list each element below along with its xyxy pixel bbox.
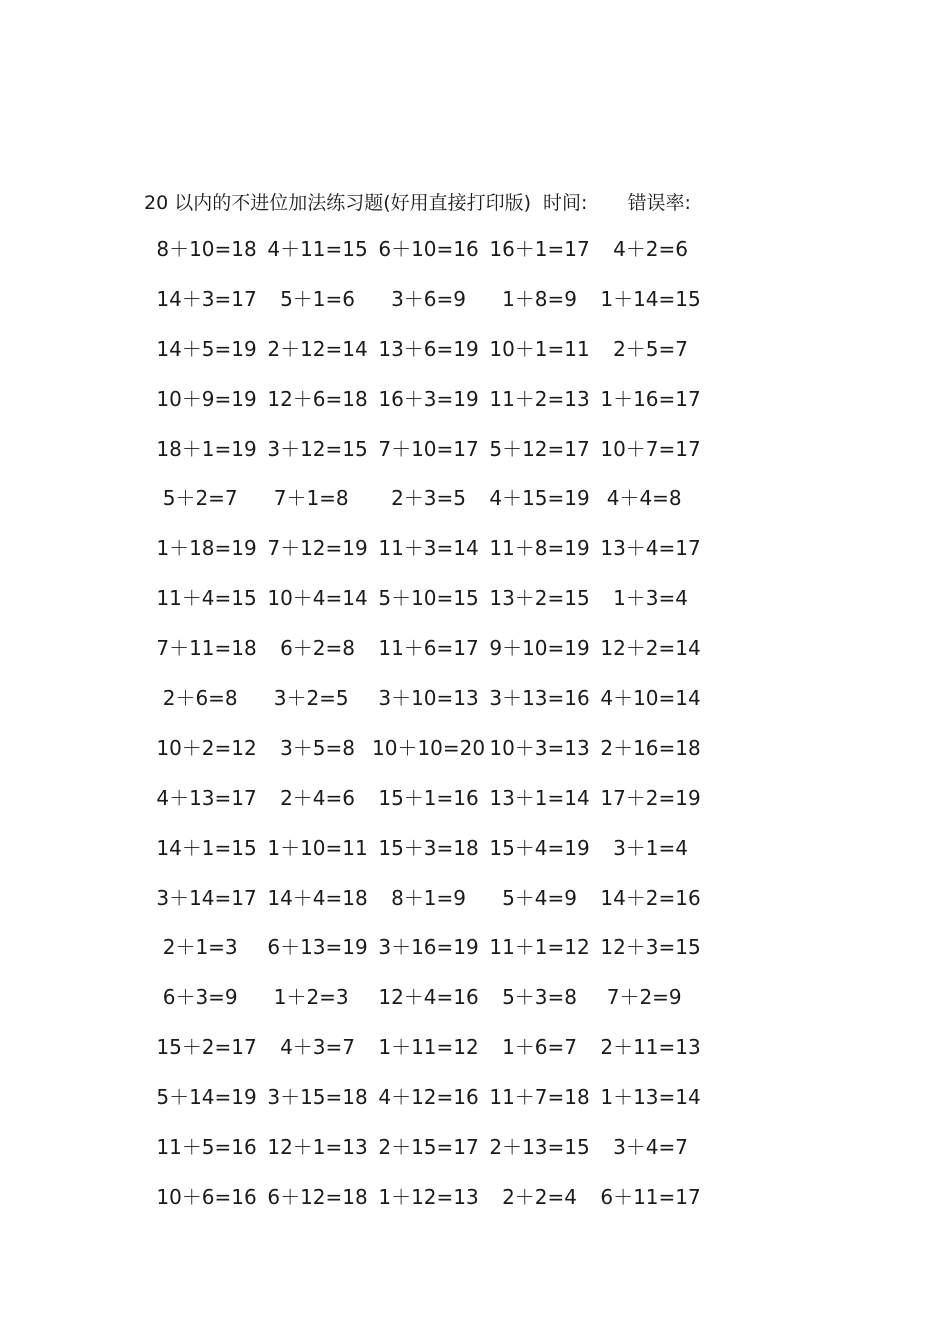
problem-row [150,835,710,885]
addition-problem: 5＋4=9 [483,885,578,910]
addition-problem: 11＋4=15 [150,586,257,611]
addition-problem: 11＋6=17 [372,636,479,661]
addition-problem: 2＋4=6 [261,785,356,810]
addition-problem: 6＋3=9 [150,985,238,1010]
error-rate-label: 错误率: [627,191,691,214]
addition-problem: 3＋12=15 [261,436,368,461]
addition-problem: 14＋1=15 [150,835,257,860]
addition-problem: 14＋4=18 [261,885,368,910]
addition-problem: 7＋2=9 [594,985,682,1010]
addition-problem: 4＋12=16 [372,1085,479,1110]
addition-problem: 10＋7=17 [594,436,701,461]
addition-problem: 9＋10=19 [483,636,590,661]
addition-problem: 7＋10=17 [372,436,479,461]
addition-problem: 2＋13=15 [483,1135,590,1160]
problem-row [150,984,710,1034]
addition-problem: 15＋1=16 [372,785,479,810]
addition-problem: 12＋2=14 [594,636,701,661]
addition-problem: 13＋2=15 [483,586,590,611]
addition-problem: 1＋2=3 [261,985,349,1010]
addition-problem: 7＋1=8 [261,486,349,511]
addition-problem: 6＋11=17 [594,1184,701,1209]
addition-problem: 16＋3=19 [372,386,479,411]
addition-problem: 14＋3=17 [150,286,257,311]
addition-problem: 2＋11=13 [594,1035,701,1060]
addition-problem: 5＋3=8 [483,985,578,1010]
addition-problem: 3＋15=18 [261,1085,368,1110]
addition-problem: 4＋2=6 [594,237,689,261]
addition-problem: 2＋15=17 [372,1135,479,1160]
problem-row [150,735,710,785]
addition-problem: 1＋10=11 [261,835,368,860]
addition-problem: 1＋8=9 [483,286,578,311]
addition-problem: 3＋13=16 [483,686,590,711]
addition-problem: 12＋3=15 [594,935,701,960]
addition-problem: 3＋16=19 [372,935,479,960]
addition-problem: 2＋16=18 [594,735,701,760]
addition-problem: 8＋1=9 [372,885,467,910]
addition-problem: 10＋10=20 [372,735,486,760]
addition-problem: 12＋4=16 [372,985,479,1010]
addition-problem: 10＋3=13 [483,735,590,760]
problem-row [150,585,710,635]
problem-row [150,386,710,436]
addition-problem: 11＋7=18 [483,1085,590,1110]
addition-problem: 17＋2=19 [594,785,701,810]
problem-grid [150,236,710,1234]
addition-problem: 7＋11=18 [150,636,257,661]
addition-problem: 3＋1=4 [594,835,689,860]
addition-problem: 15＋2=17 [150,1035,257,1060]
worksheet-title: 20 以内的不进位加法练习题(好用直接打印版) [144,191,532,214]
addition-problem: 15＋3=18 [372,835,479,860]
addition-problem: 1＋12=13 [372,1184,479,1209]
problem-row [150,1184,710,1234]
addition-problem: 6＋13=19 [261,935,368,960]
addition-problem: 6＋10=16 [372,237,479,261]
problem-row [150,1034,710,1084]
problem-row [150,286,710,336]
addition-problem: 5＋14=19 [150,1085,257,1110]
problem-row [150,1084,710,1134]
addition-problem: 6＋2=8 [261,636,356,661]
addition-problem: 11＋5=16 [150,1135,257,1160]
addition-problem: 3＋14=17 [150,885,257,910]
addition-problem: 1＋11=12 [372,1035,479,1060]
addition-problem: 3＋10=13 [372,686,479,711]
addition-problem: 2＋2=4 [483,1184,578,1209]
worksheet-header [144,186,691,216]
problem-row [150,785,710,835]
addition-problem: 10＋2=12 [150,735,257,760]
addition-problem: 14＋2=16 [594,885,701,910]
addition-problem: 1＋3=4 [594,586,689,611]
addition-problem: 4＋4=8 [594,486,682,511]
addition-problem: 5＋12=17 [483,436,590,461]
addition-problem: 4＋13=17 [150,785,257,810]
addition-problem: 10＋6=16 [150,1184,257,1209]
addition-problem: 1＋18=19 [150,536,257,561]
addition-problem: 11＋8=19 [483,536,590,561]
addition-problem: 10＋4=14 [261,586,368,611]
addition-problem: 3＋6=9 [372,286,467,311]
addition-problem: 1＋6=7 [483,1035,578,1060]
addition-problem: 12＋6=18 [261,386,368,411]
addition-problem: 2＋3=5 [372,486,467,511]
addition-problem: 6＋12=18 [261,1184,368,1209]
problem-row [150,685,710,735]
addition-problem: 5＋2=7 [150,486,238,511]
addition-problem: 4＋10=14 [594,686,701,711]
addition-problem: 2＋5=7 [594,336,689,361]
problem-row [150,535,710,585]
addition-problem: 15＋4=19 [483,835,590,860]
addition-problem: 10＋1=11 [483,336,590,361]
addition-problem: 4＋11=15 [261,237,368,261]
problem-row [150,485,710,535]
addition-problem: 5＋1=6 [261,286,356,311]
problem-row [150,436,710,486]
problem-row [150,934,710,984]
problem-row [150,336,710,386]
time-label: 时间: [543,191,588,214]
problem-row [150,635,710,685]
addition-problem: 3＋2=5 [261,686,349,711]
addition-problem: 16＋1=17 [483,237,590,261]
addition-problem: 4＋15=19 [483,486,590,511]
problem-row [150,885,710,935]
addition-problem: 13＋6=19 [372,336,479,361]
addition-problem: 12＋1=13 [261,1135,368,1160]
addition-problem: 5＋10=15 [372,586,479,611]
addition-problem: 14＋5=19 [150,336,257,361]
problem-row [150,236,710,286]
addition-problem: 1＋13=14 [594,1085,701,1110]
addition-problem: 4＋3=7 [261,1035,356,1060]
addition-problem: 13＋4=17 [594,536,701,561]
addition-problem: 7＋12=19 [261,536,368,561]
addition-problem: 8＋10=18 [150,237,257,261]
addition-problem: 11＋1=12 [483,935,590,960]
addition-problem: 13＋1=14 [483,785,590,810]
addition-problem: 10＋9=19 [150,386,257,411]
addition-problem: 3＋4=7 [594,1135,689,1160]
addition-problem: 1＋16=17 [594,386,701,411]
addition-problem: 11＋2=13 [483,386,590,411]
addition-problem: 2＋1=3 [150,935,238,960]
addition-problem: 11＋3=14 [372,536,479,561]
addition-problem: 3＋5=8 [261,735,356,760]
addition-problem: 2＋6=8 [150,686,238,711]
problem-row [150,1134,710,1184]
addition-problem: 18＋1=19 [150,436,257,461]
addition-problem: 1＋14=15 [594,286,701,311]
addition-problem: 2＋12=14 [261,336,368,361]
